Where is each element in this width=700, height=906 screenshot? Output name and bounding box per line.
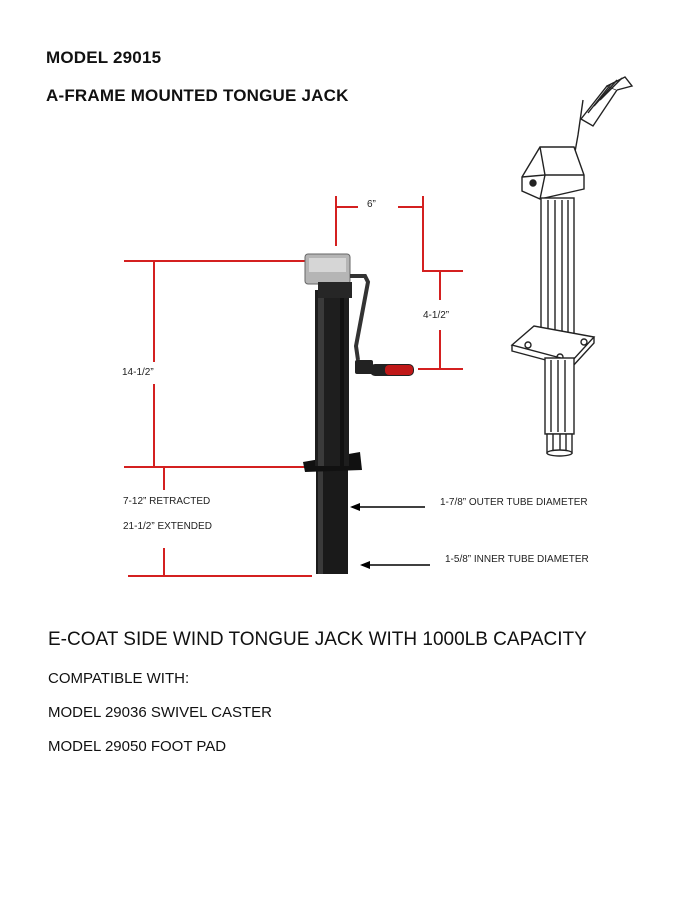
jack-line-drawing <box>512 77 632 456</box>
dim-label-6: 6” <box>367 199 376 210</box>
dim-label-4-half: 4-1/2” <box>423 310 450 321</box>
tube-arrows <box>350 503 430 569</box>
dimension-lines <box>124 196 463 576</box>
compatible-model-foot-pad: MODEL 29050 FOOT PAD <box>48 738 227 755</box>
dim-label-extended: 21-1/2” EXTENDED <box>123 521 212 532</box>
product-headline: E-COAT SIDE WIND TONGUE JACK WITH 1000LB CAPACITY <box>48 629 587 650</box>
drawing-outer-tube <box>541 198 574 336</box>
product-title: A-FRAME MOUNTED TONGUE JACK <box>46 86 349 105</box>
compatible-label: COMPATIBLE WITH: <box>48 670 190 687</box>
dim-label-inner-tube: 1-5/8” INNER TUBE DIAMETER <box>445 554 589 565</box>
compatible-model-caster: MODEL 29036 SWIVEL CASTER <box>48 704 272 721</box>
crank-arm <box>350 276 368 360</box>
jack-photo <box>303 254 414 574</box>
dim-label-retracted: 7-12” RETRACTED <box>123 496 211 507</box>
dim-label-outer-tube: 1-7/8” OUTER TUBE DIAMETER <box>440 497 588 508</box>
model-number: MODEL 29015 <box>46 48 162 67</box>
dim-label-14-half: 14-1/2” <box>122 367 154 378</box>
drawing-inner-tube <box>545 358 574 434</box>
drawing-housing <box>522 147 584 199</box>
